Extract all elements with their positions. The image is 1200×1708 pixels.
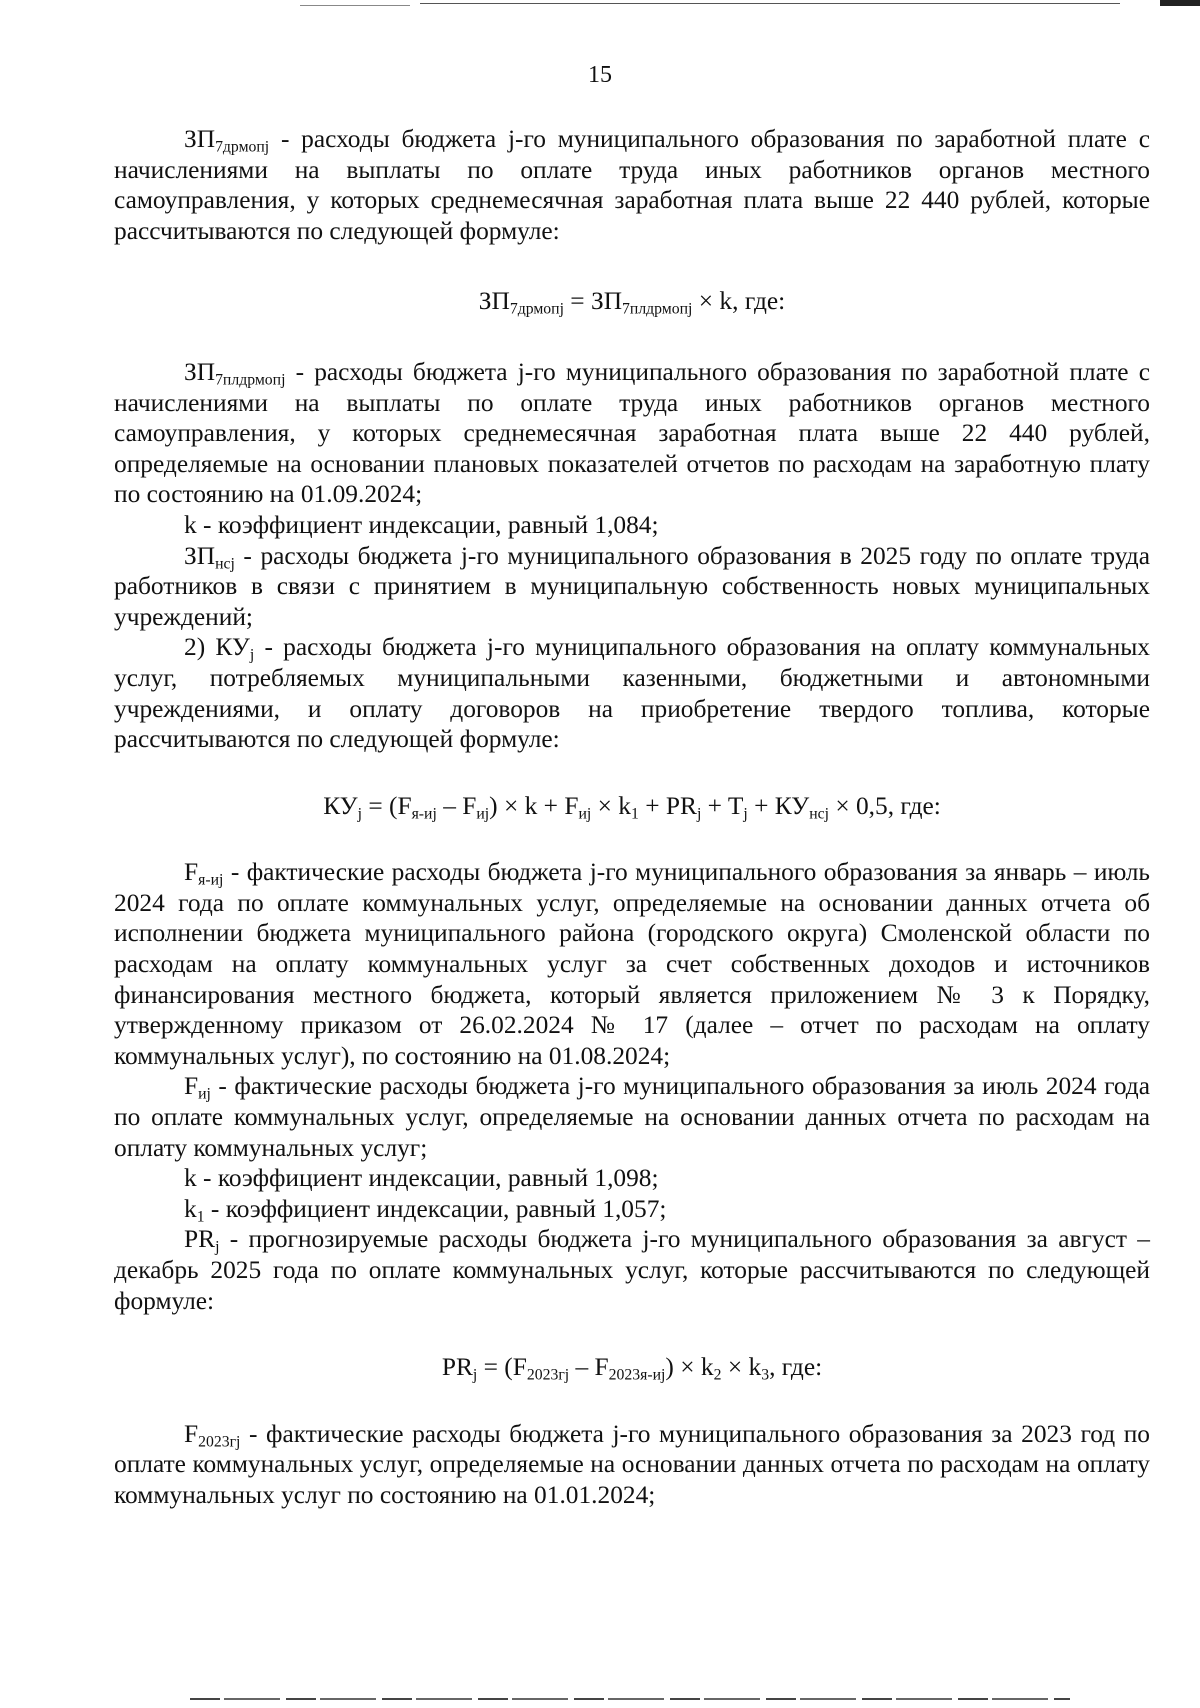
symbol: ЗП <box>184 541 216 570</box>
paragraph-text: - расходы бюджета j-го муниципального образования на оплату коммунальных услуг, потребляемых муниципальными казенными, бюджетными и автономными учреждениями, и оплату договоров на приобретение твердого топлива, которые рассчитываются по следующей формуле: <box>114 633 1151 754</box>
subscript: 2023гj <box>198 1433 241 1451</box>
paragraph-text: - прогнозируемые расходы бюджета j-го муниципального образования за август – декабрь 2025 года по оплате коммунальных услуг, которые рассчитываются по следующей формуле: <box>114 1225 1150 1315</box>
formula-term: ) × k + F <box>489 791 579 820</box>
paragraph-f2023gj-definition <box>114 1419 1150 1511</box>
symbol: F <box>184 1419 199 1448</box>
formula-term: – F <box>569 1353 609 1382</box>
formula-term: ЗП <box>478 287 510 316</box>
subscript: 1 <box>196 1208 205 1226</box>
document-body <box>114 124 1150 1511</box>
paragraph-text: - фактические расходы бюджета j-го муниципального образования за январь – июль 2024 года по оплате коммунальных услуг, определяемые на основании данных отчета об исполнении бюджета муниципального района (городского округа) Смоленской области по расходам на оплату коммунальных услуг за счет собственных доходов и источников финансирования местного бюджета, который является приложением № 3 к Порядку, утвержденному приказом от 26.02.2024 № 17 (далее – отчет по расходам на оплату коммунальных услуг), по состоянию на 01.08.2024; <box>114 858 1150 1070</box>
paragraph-k1-1057 <box>114 1194 1150 1225</box>
subscript: 7плдрмопj <box>215 371 286 389</box>
formula-term: + T <box>701 791 744 820</box>
formula-term: PR <box>441 1353 473 1382</box>
paragraph-text: - фактические расходы бюджета j-го муниципального образования за 2023 год по оплате коммунальных услуг, определяемые на основании данных отчета по расходам на оплату коммунальных услуг по состоянию на 01.01.2024; <box>114 1419 1150 1509</box>
subscript: j <box>215 1238 220 1256</box>
paragraph-kuj-definition <box>114 632 1150 754</box>
formula-term: ) × k <box>665 1353 714 1382</box>
symbol: F <box>184 1072 199 1101</box>
formula-term: + PR <box>638 791 697 820</box>
formula-term: , где: <box>769 1353 823 1382</box>
paragraph-prj-definition <box>114 1224 1150 1316</box>
subscript: 2 <box>713 1366 722 1384</box>
formula-term: × 0,5, где: <box>828 791 941 820</box>
paragraph-text: - коэффициент индексации, равный 1,057; <box>204 1194 667 1223</box>
formula-kuj <box>114 791 1150 822</box>
formula-prj <box>114 1352 1150 1383</box>
paragraph-text: - расходы бюджета j-го муниципального образования в 2025 году по оплате труда работников в связи с принятием в муниципальную собственность новых муниципальных учреждений; <box>114 541 1150 631</box>
scan-corner-mark <box>1160 0 1200 6</box>
formula-term: КУ <box>323 791 358 820</box>
formula-term: × k, где: <box>692 287 786 316</box>
subscript: нсj <box>809 805 829 823</box>
subscript: j <box>357 805 362 823</box>
formula-term: = ЗП <box>563 287 623 316</box>
subscript: 7дрмопj <box>509 300 564 318</box>
formula-term: = (F <box>477 1353 527 1382</box>
paragraph-text: - расходы бюджета j-го муниципального образования по заработной плате с начислениями на выплаты по оплате труда иных работников органов местного самоуправления, у которых среднемесячная заработная плата выше 22 440 рублей, которые рассчитываются по следующей формуле: <box>114 125 1150 245</box>
paragraph-zp7drmopj-definition <box>114 124 1150 246</box>
symbol: ЗП <box>184 357 216 386</box>
subscript: 7дрмопj <box>215 138 270 156</box>
formula-term: + КУ <box>747 791 810 820</box>
symbol: F <box>184 858 199 887</box>
page-number: 15 <box>588 62 612 88</box>
subscript: я-иj <box>198 871 224 889</box>
subscript: я-иj <box>411 805 437 823</box>
scan-line <box>300 5 410 6</box>
subscript: 1 <box>630 805 639 823</box>
symbol: 2) КУ <box>184 633 250 662</box>
subscript: иj <box>578 805 592 823</box>
paragraph-text: - фактические расходы бюджета j-го муниципального образования за июль 2024 года по оплате коммунальных услуг, определяемые на основании данных отчета по расходам на оплату коммунальных услуг; <box>114 1072 1150 1162</box>
subscript: 3 <box>761 1366 770 1384</box>
scan-line <box>420 3 1120 4</box>
formula-term: = (F <box>361 791 412 820</box>
scan-bottom-edge <box>190 1698 1070 1700</box>
paragraph-zp7pldrmopj-definition <box>114 357 1150 510</box>
subscript: нсj <box>215 554 235 572</box>
paragraph-zpnsj-definition <box>114 541 1150 633</box>
symbol: k <box>184 1194 197 1223</box>
subscript: иj <box>198 1085 211 1103</box>
paragraph-text: - расходы бюджета j-го муниципального образования по заработной плате с начислениями на выплаты по оплате труда иных работников органов местного самоуправления, у которых среднемесячная заработная плата выше 22 440 рублей, определяемые на основании плановых показателей отчетов по расходам на заработную плату по состоянию на 01.09.2024; <box>114 357 1150 509</box>
symbol: ЗП <box>184 125 216 153</box>
subscript: 2023гj <box>526 1366 570 1384</box>
scan-top-edge <box>0 0 1200 12</box>
symbol: PR <box>184 1225 216 1254</box>
paragraph-k-1084: k - коэффициент индексации, равный 1,084; <box>184 510 659 539</box>
subscript: 2023я-иj <box>608 1366 666 1384</box>
paragraph-k-1098: k - коэффициент индексации, равный 1,098; <box>184 1164 659 1193</box>
formula-term: × k <box>721 1353 762 1382</box>
paragraph-f-ya-ij-definition <box>114 857 1150 1071</box>
subscript: j <box>472 1366 478 1384</box>
subscript: j <box>743 805 748 823</box>
paragraph-f-ij-definition <box>114 1071 1150 1163</box>
subscript: j <box>696 805 702 823</box>
formula-zp7drmopj <box>114 286 1150 317</box>
subscript: 7плдрмопj <box>622 300 693 318</box>
subscript: j <box>249 646 255 664</box>
formula-term: – F <box>436 791 477 820</box>
subscript: иj <box>476 805 490 823</box>
formula-term: × k <box>591 791 631 820</box>
